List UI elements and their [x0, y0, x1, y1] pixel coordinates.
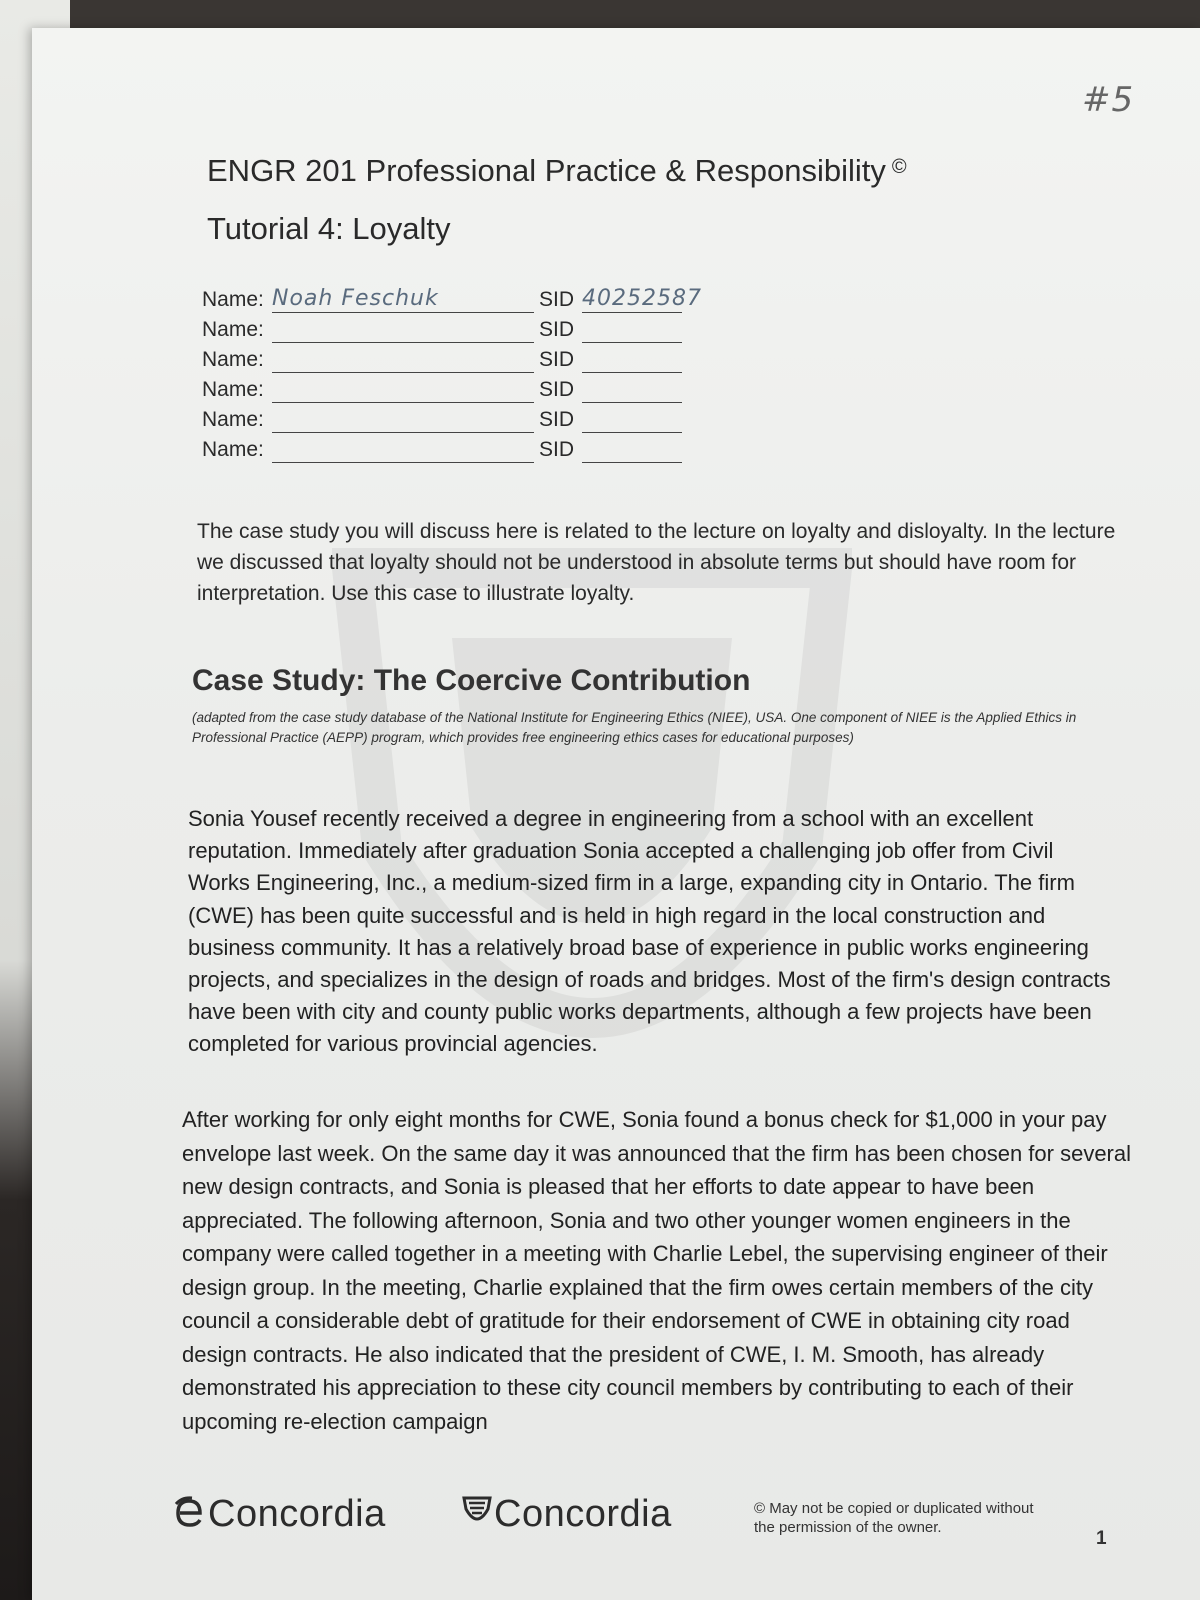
name-field[interactable] — [272, 346, 534, 373]
name-label: Name: — [202, 348, 264, 371]
sid-label: SID — [539, 408, 575, 431]
name-field[interactable] — [272, 436, 534, 463]
document-page — [32, 28, 1200, 1600]
concordia-logo-1 — [172, 1493, 386, 1536]
name-label: Name: — [202, 288, 264, 311]
name-field[interactable]: Noah Feschuk — [272, 286, 534, 313]
logo-text-2: Concordia — [494, 1493, 672, 1535]
name-field[interactable] — [272, 406, 534, 433]
sid-label: SID — [539, 318, 575, 341]
case-study-title: Case Study: The Coercive Contribution — [192, 664, 751, 697]
case-source-note: (adapted from the case study database of the National Institute for Engineering Ethics (NIEE), USA. One component of NIEE is the Applied Ethics in Professional Practice (AEPP) program, which provides free engineering ethics cases for educational purposes) — [192, 710, 1077, 745]
sid-field[interactable] — [582, 376, 682, 403]
case-paragraph-2: After working for only eight months for CWE, Sonia found a bonus check for $1,000 in your pay envelope last week. On the same day it was announced that the firm has been chosen for several new design contracts, and Sonia is pleased that her efforts to date appear to have been appreciated. The following afternoon, Sonia and two other younger women engineers in the company were called together in a meeting with Charlie Lebel, the supervising engineer of their design group. In the meeting, Charlie explained that the firm owes certain members of the city council a considerable debt of gratitude for their endorsement of CWE in obtaining city road design contracts. He also indicated that the president of CWE, I. M. Smooth, has already demonstrated his appreciation to these city council members by contributing to each of their upcoming re-election campaign — [182, 1107, 1131, 1434]
name-label: Name: — [202, 318, 264, 341]
sid-label: SID — [539, 378, 575, 401]
concordia-e-icon — [172, 1495, 206, 1529]
concordia-shield-icon — [462, 1495, 492, 1529]
sid-field[interactable] — [582, 346, 682, 373]
name-field[interactable] — [272, 316, 534, 343]
course-title-text: ENGR 201 Professional Practice & Responsibility — [207, 153, 886, 188]
logo-text-1: Concordia — [208, 1493, 386, 1535]
sid-label: SID — [539, 438, 575, 461]
case-paragraph-1: Sonia Yousef recently received a degree in engineering from a school with an excellent reputation. Immediately after graduation Sonia accepted a challenging job offer from Civil Works Engineering, Inc., a medium-sized firm in a large, expanding city in Ontario. The firm (CWE) has been quite successful and is held in high regard in the local construction and business community. It has a relatively broad base of experience in public works engineering projects, and specializes in the design of roads and bridges. Most of the firm's design contracts have been with city and county public works departments, although a few projects have been completed for various provincial agencies. — [188, 806, 1111, 1057]
handwritten-page-mark: #5 — [1082, 80, 1135, 120]
sid-field[interactable] — [582, 316, 682, 343]
name-label: Name: — [202, 378, 264, 401]
name-label: Name: — [202, 408, 264, 431]
concordia-logo-2 — [462, 1493, 672, 1536]
copyright-notice: © May not be copied or duplicated without the permission of the owner. — [754, 1500, 1034, 1536]
sid-label: SID — [539, 288, 575, 311]
course-title — [207, 153, 907, 189]
intro-paragraph: The case study you will discuss here is related to the lecture on loyalty and disloyalty. In the lecture we discussed that loyalty should not be understood in absolute terms but should have room for interpretation. Use this case to illustrate loyalty. — [197, 520, 1116, 605]
name-field[interactable] — [272, 376, 534, 403]
tutorial-title: Tutorial 4: Loyalty — [207, 211, 451, 246]
sid-field[interactable] — [582, 436, 682, 463]
sid-label: SID — [539, 348, 575, 371]
name-label: Name: — [202, 438, 264, 461]
sid-field[interactable] — [582, 406, 682, 433]
page-footer — [32, 1493, 1200, 1563]
sid-field[interactable]: 40252587 — [582, 286, 702, 311]
page-number: 1 — [1096, 1528, 1107, 1549]
copyright-icon: © — [891, 156, 907, 178]
